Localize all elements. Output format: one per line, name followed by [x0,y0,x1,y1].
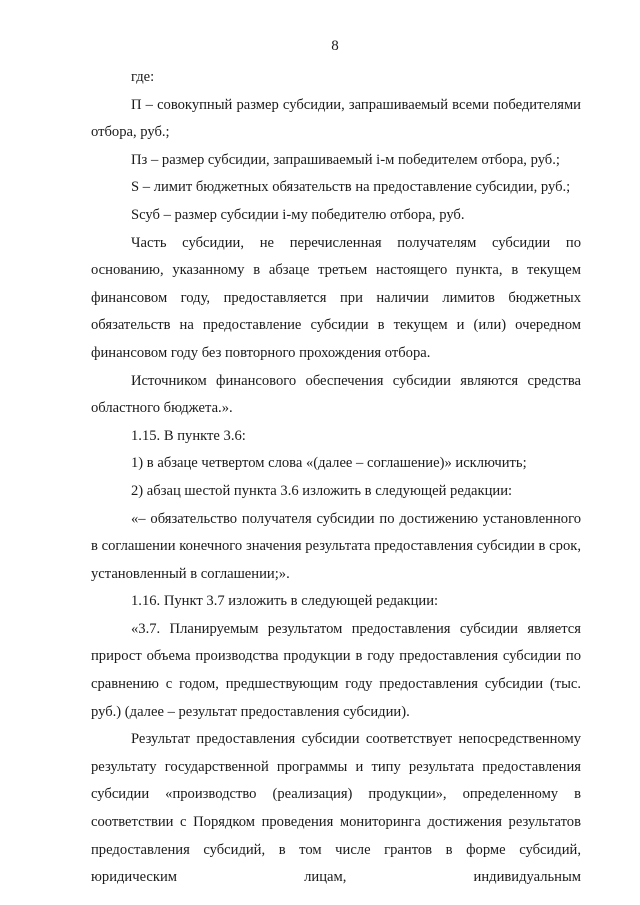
paragraph-where: где: [131,69,155,85]
paragraph-total-subsidy-definition: П – совокупный размер субсидии, запрашиваемый всеми победителями отбора, руб.; [91,96,581,141]
paragraph-unpaid-subsidy: Часть субсидии, не перечисленная получателям субсидии по основанию, указанному в абзаце третьем настоящего пункта, в текущем финансовом году, предоставляется при наличии лимитов бюджетных обязательств на предоставление субсидии в текущем и (или) очередном финансовом году без повторного прохождения отбора. [91,234,581,361]
paragraph-planned-result: «3.7. Планируемым результатом предоставления субсидии является прирост объема производства продукции в году предоставления субсидии по сравнению с годом, предшествующим году предоставления субсидии (тыс. руб.) (далее – результат предоставления субсидии). [91,620,581,720]
paragraph-budget-limit-definition: S – лимит бюджетных обязательств на предоставление субсидии, руб.; [131,179,571,196]
paragraph-item-1-15-sub-1: 1) в абзаце четвертом слова «(далее – соглашение)» исключить; [131,455,527,472]
paragraph-item-1-15-sub-2: 2) абзац шестой пункта 3.6 изложить в следующей редакции: [131,482,513,499]
paragraph-requested-subsidy-definition: Пз – размер субсидии, запрашиваемый i-м победителем отбора, руб.; [131,151,560,168]
document-body [91,64,581,892]
paragraph-item-1-16: 1.16. Пункт 3.7 изложить в следующей редакции: [131,593,439,610]
paragraph-result-correspondence: Результат предоставления субсидии соответствует непосредственному результату государственной программы и типу результата предоставления субсидии «производство (реализация) продукции», определенному в соответствии с Порядком проведения мониторинга достижения результатов предоставления субсидий, в том числе грантов в форме субсидий, юридическим лицам, индивидуальным [91,731,581,886]
paragraph-obligation-quote: «– обязательство получателя субсидии по достижению установленного в соглашении конечного значения результата предоставления субсидии в срок, установленный в соглашении;». [91,510,581,582]
page-number: 8 [331,38,339,54]
paragraph-item-1-15: 1.15. В пункте 3.6: [131,427,246,444]
paragraph-funding-source: Источником финансового обеспечения субсидии являются средства областного бюджета.». [91,372,581,417]
paragraph-winner-subsidy-definition: Sсуб – размер субсидии i-му победителю отбора, руб. [131,206,465,223]
